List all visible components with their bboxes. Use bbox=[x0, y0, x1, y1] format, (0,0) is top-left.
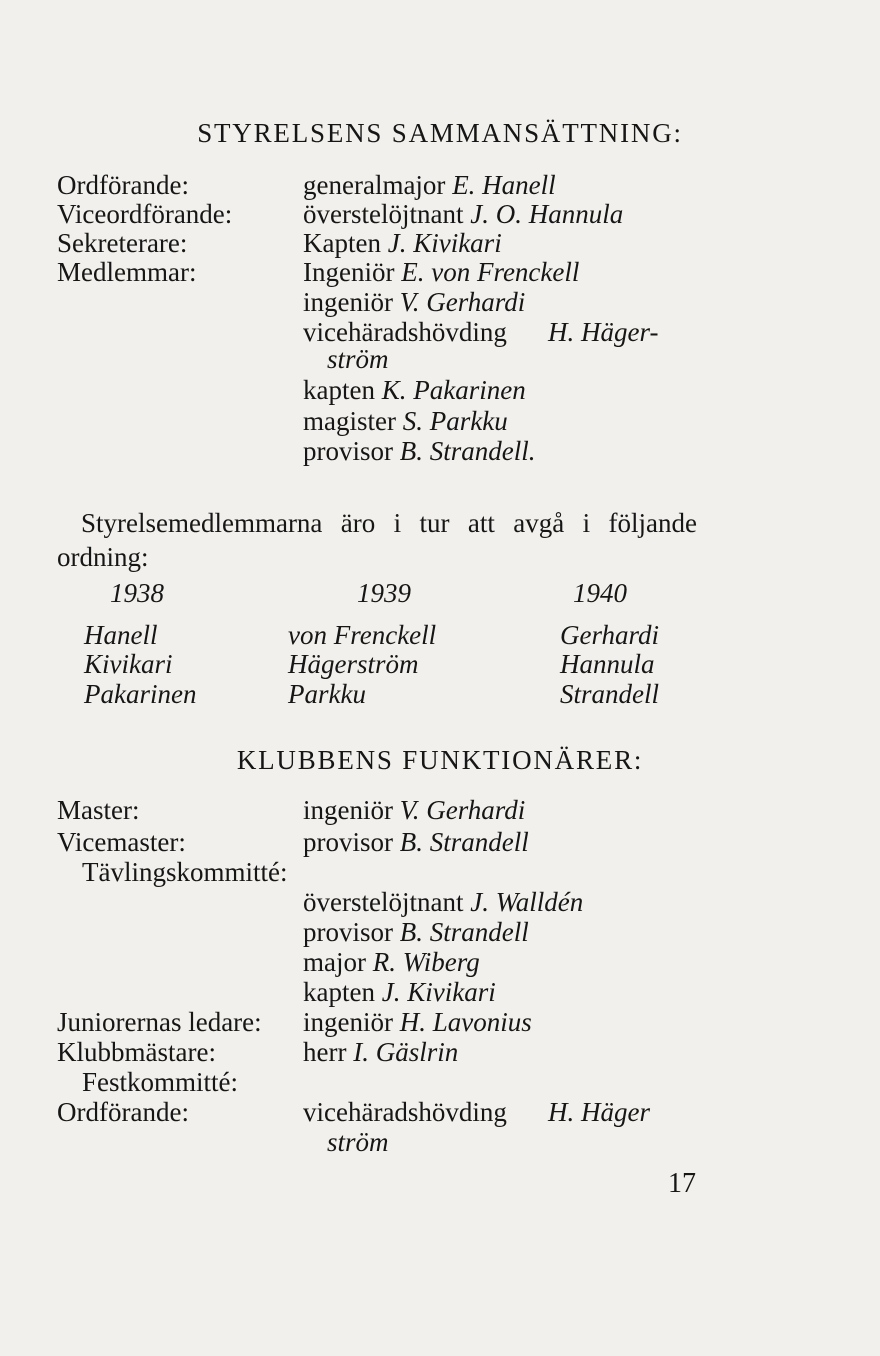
official-row bbox=[0, 1095, 880, 1129]
official-title: provisor bbox=[303, 917, 393, 947]
year-label: 1940 bbox=[573, 578, 627, 608]
rotation-name: Parkku bbox=[288, 679, 366, 709]
role-label: Sekreterare: bbox=[57, 228, 188, 258]
rotation-name: Hanell bbox=[84, 620, 158, 650]
member-name: S. Parkku bbox=[402, 406, 508, 436]
member-title: magister bbox=[303, 406, 396, 436]
official-row bbox=[0, 825, 880, 859]
rotation-name: von Frenckell bbox=[288, 620, 437, 650]
official-title: kapten bbox=[303, 977, 375, 1007]
official-title: vicehäradshövding bbox=[303, 1097, 507, 1127]
member-title: kapten bbox=[303, 375, 375, 405]
board-row bbox=[0, 342, 880, 376]
member-name: H. Häger- bbox=[548, 317, 659, 347]
member-title: vicehäradshövding bbox=[303, 317, 507, 347]
official-name: H. Lavonius bbox=[399, 1007, 532, 1037]
official-name: V. Gerhardi bbox=[399, 795, 526, 825]
role-label: Festkommitté: bbox=[82, 1067, 239, 1097]
official-title: ingeniör bbox=[303, 795, 393, 825]
member-name: K. Pakarinen bbox=[381, 375, 526, 405]
board-row bbox=[0, 285, 880, 319]
role-label: Tävlingskommitté: bbox=[82, 857, 288, 887]
official-name: I. Gäslrin bbox=[353, 1037, 459, 1067]
officials-heading: KLUBBENS FUNKTIONÄRER: bbox=[236, 745, 644, 775]
official-row bbox=[0, 793, 880, 827]
official-name: H. Häger bbox=[548, 1097, 650, 1127]
member-name: E. Hanell bbox=[452, 170, 556, 200]
role-label: Ordförande: bbox=[57, 170, 189, 200]
official-name: B. Strandell bbox=[399, 827, 529, 857]
board-row bbox=[0, 373, 880, 407]
board-row bbox=[0, 255, 880, 289]
role-label: Master: bbox=[57, 795, 140, 825]
official-row bbox=[0, 1125, 880, 1159]
rotation-years bbox=[0, 576, 880, 610]
year-label: 1938 bbox=[110, 578, 164, 608]
member-title: Ingeniör bbox=[303, 257, 395, 287]
role-label: Viceordförande: bbox=[57, 199, 233, 229]
rotation-name: Hägerström bbox=[288, 649, 419, 679]
member-name: J. O. Hannula bbox=[470, 199, 624, 229]
role-label: Klubbmästare: bbox=[57, 1037, 216, 1067]
member-name: V. Gerhardi bbox=[399, 287, 526, 317]
official-name: J. Kivikari bbox=[381, 977, 496, 1007]
rotation-name: Pakarinen bbox=[84, 679, 197, 709]
official-title: provisor bbox=[303, 827, 393, 857]
official-title: överstelöjtnant bbox=[303, 887, 464, 917]
rotation-row bbox=[0, 647, 880, 681]
rotation-name: Gerhardi bbox=[560, 620, 660, 650]
official-title: herr bbox=[303, 1037, 347, 1067]
rotation-name: Strandell bbox=[560, 679, 659, 709]
year-label: 1939 bbox=[357, 578, 411, 608]
official-title: major bbox=[303, 947, 366, 977]
rotation-intro bbox=[57, 506, 697, 574]
board-heading: STYRELSENS SAMMANSÄTTNING: bbox=[197, 118, 683, 148]
rotation-intro-line: ordning: bbox=[57, 542, 149, 572]
official-name: J. Walldén bbox=[470, 887, 584, 917]
member-title: ingeniör bbox=[303, 287, 393, 317]
role-label: Medlemmar: bbox=[57, 257, 197, 287]
member-name-continued: ström bbox=[327, 344, 389, 374]
official-row bbox=[0, 1065, 880, 1099]
member-title: provisor bbox=[303, 436, 393, 466]
rotation-intro-line: Styrelsemedlemmarna äro i tur att avgå i följande bbox=[81, 508, 697, 538]
official-name: R. Wiberg bbox=[372, 947, 480, 977]
board-row bbox=[0, 434, 880, 468]
member-title: generalmajor bbox=[303, 170, 446, 200]
official-name: B. Strandell bbox=[399, 917, 529, 947]
official-row bbox=[0, 1035, 880, 1069]
official-row bbox=[0, 915, 880, 949]
rotation-name: Hannula bbox=[560, 649, 655, 679]
official-row bbox=[0, 885, 880, 919]
rotation-row bbox=[0, 677, 880, 711]
official-row bbox=[0, 855, 880, 889]
official-row bbox=[0, 1005, 880, 1039]
member-title: överstelöjtnant bbox=[303, 199, 464, 229]
role-label: Juniorernas ledare: bbox=[57, 1007, 262, 1037]
member-name: E. von Frenckell bbox=[401, 257, 580, 287]
role-label: Vicemaster: bbox=[57, 827, 186, 857]
official-title: ingeniör bbox=[303, 1007, 393, 1037]
rotation-name: Kivikari bbox=[84, 649, 173, 679]
official-row bbox=[0, 945, 880, 979]
member-title: Kapten bbox=[303, 228, 381, 258]
member-name: J. Kivikari bbox=[387, 228, 502, 258]
official-row bbox=[0, 975, 880, 1009]
member-name: B. Strandell. bbox=[399, 436, 536, 466]
role-label: Ordförande: bbox=[57, 1097, 189, 1127]
page-number: 17 bbox=[668, 1168, 696, 1199]
official-name-continued: ström bbox=[327, 1127, 389, 1157]
board-row bbox=[0, 404, 880, 438]
